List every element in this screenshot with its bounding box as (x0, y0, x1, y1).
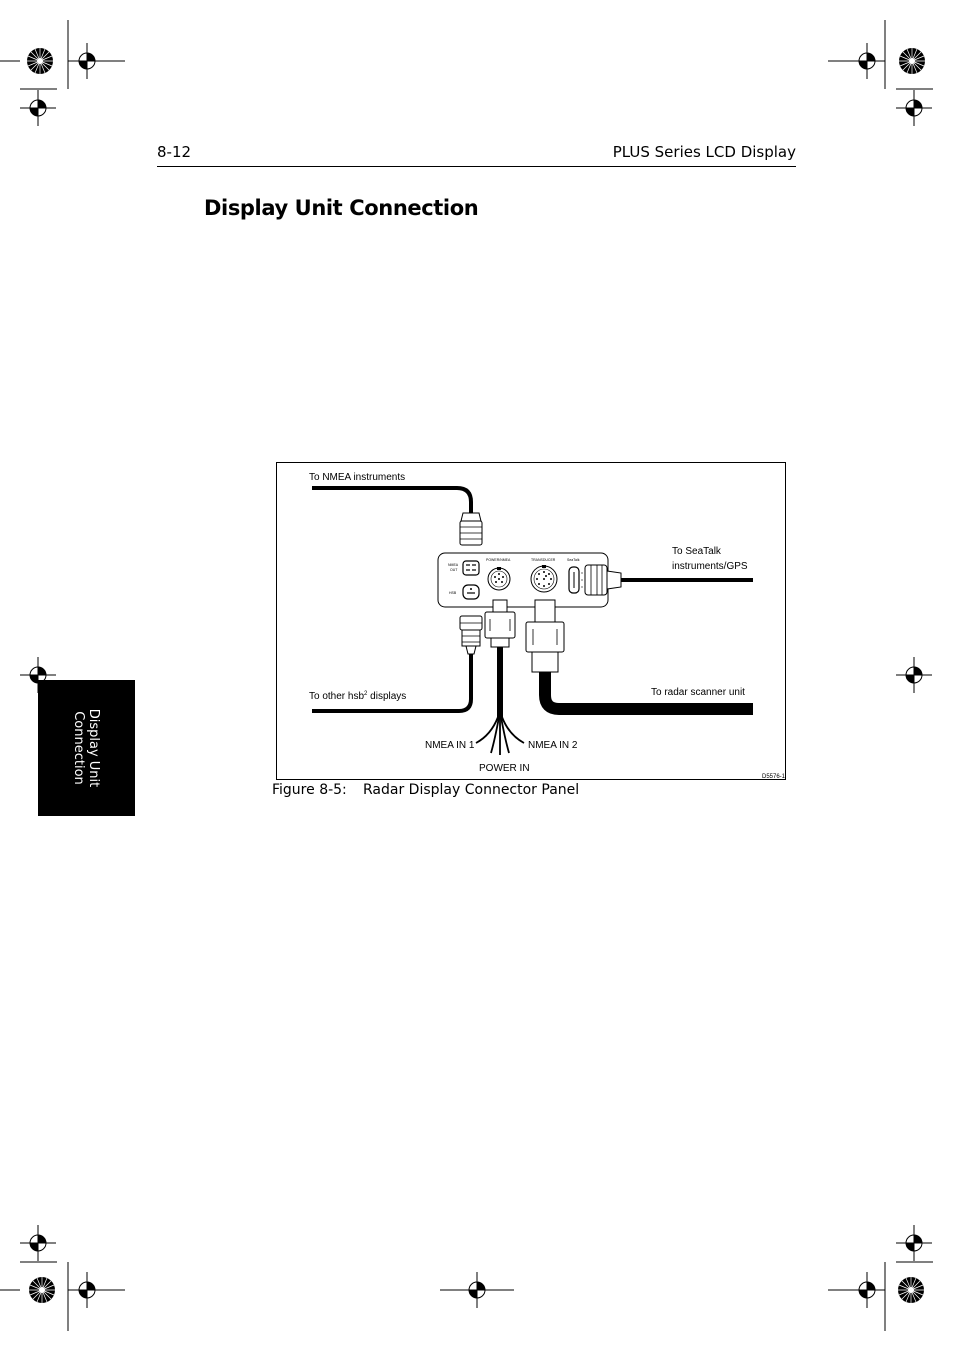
figure-caption (272, 782, 579, 798)
side-tab-line-2: Connection (71, 711, 86, 785)
power-wires (476, 717, 524, 755)
nmea-out-socket (463, 561, 479, 575)
drawing-reference: D5576-1 (762, 774, 786, 780)
panel-label-power-nmea: POWER/NMEA (486, 558, 511, 562)
page-number: 8-12 (157, 143, 192, 161)
side-tab (38, 680, 135, 816)
figure-caption-label: Figure 8-5: (272, 782, 347, 798)
panel-label-nmea-out-2: OUT (450, 568, 458, 572)
label-nmea-in-2: NMEA IN 2 (528, 740, 578, 751)
label-nmea-in-1: NMEA IN 1 (425, 740, 475, 751)
label-other-hsb-displays: To other hsb$^2$ displays (309, 691, 407, 702)
label-power-in: POWER IN (479, 763, 530, 774)
running-title: PLUS Series LCD Display (612, 143, 796, 161)
panel-label-transducer: TRANSDUCER (531, 558, 556, 562)
panel-label-seatalk: SeaTalk (567, 558, 580, 562)
panel-label-hsb: HSB (449, 591, 457, 595)
label-radar-scanner: To radar scanner unit (651, 687, 745, 698)
label-seatalk-line-1: To SeaTalk (672, 546, 721, 557)
radar-plug (526, 600, 564, 672)
side-tab-line-1: Display Unit (86, 708, 101, 788)
section-title: Display Unit Connection (204, 196, 479, 220)
panel-label-nmea-out-1: NMEA (448, 563, 459, 567)
hsb-plug (460, 616, 482, 654)
label-nmea-instruments: To NMEA instruments (309, 472, 406, 483)
figure-caption-text: Radar Display Connector Panel (363, 782, 580, 798)
label-seatalk-line-2: instruments/GPS (672, 561, 748, 572)
hsb-socket (463, 585, 479, 599)
nmea-out-plug (460, 513, 482, 545)
connector-panel-figure (276, 462, 786, 780)
side-tab-text (71, 683, 101, 813)
seatalk-plug (585, 565, 621, 595)
nmea-out-cable (312, 488, 471, 513)
connector-panel-drawing (277, 463, 787, 781)
header-rule (157, 166, 796, 167)
hsb-cable (312, 654, 471, 711)
transducer-socket (531, 565, 557, 592)
